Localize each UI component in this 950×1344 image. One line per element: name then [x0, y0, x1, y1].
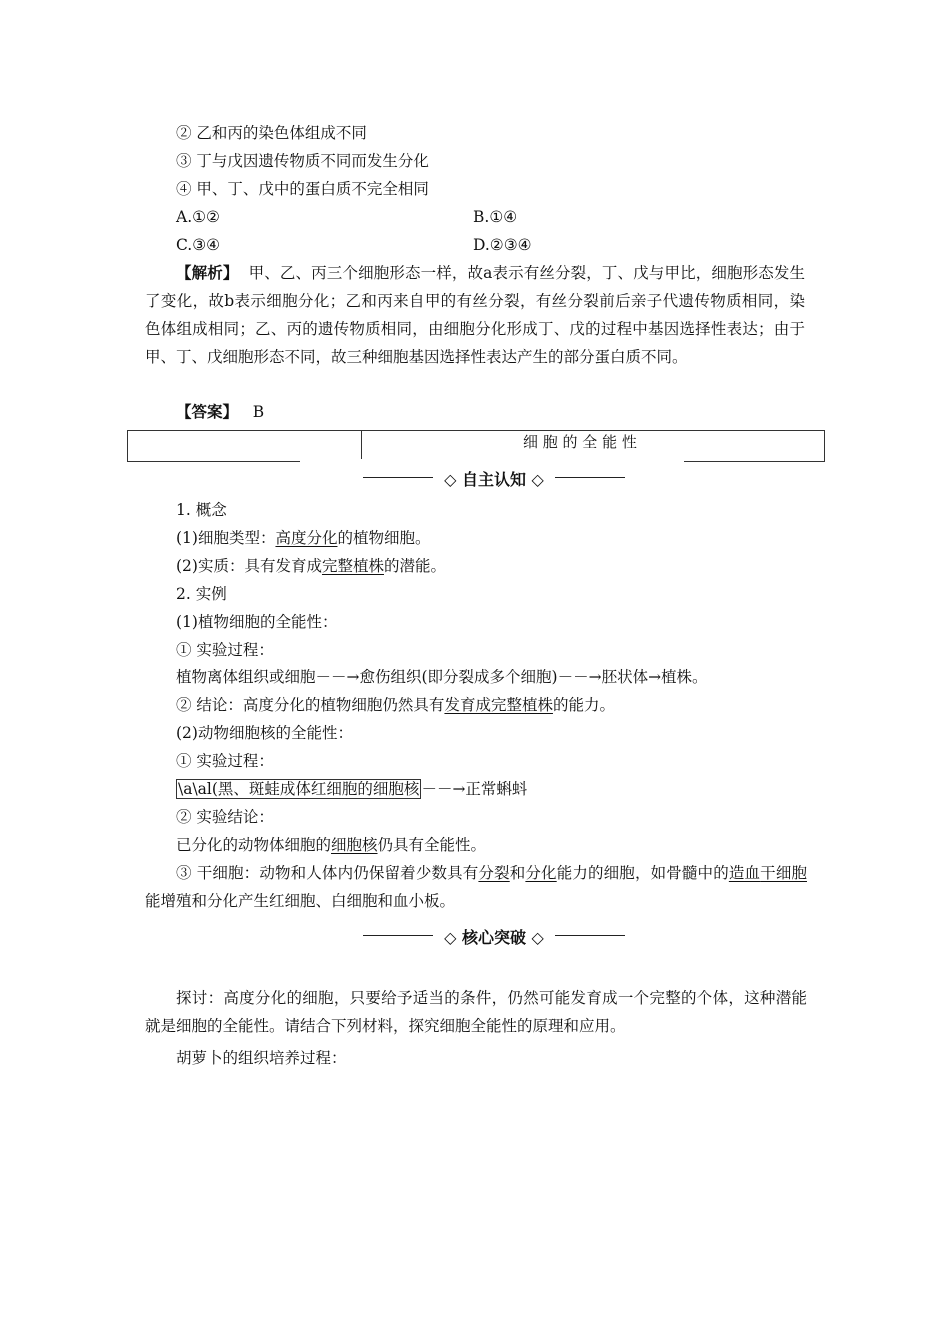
plant-step: ① 实验过程：: [176, 641, 274, 659]
analysis-text: 甲、乙、丙三个细胞形态一样，故a表示有丝分裂，丁、戊与甲比，细胞形态发生了变化，故b表示细胞分化；乙和丙来自甲的有丝分裂，有丝分裂前后亲子代遗传物质相同，染色体组成相同；乙、丙的遗传物质相同，由细胞分化形成丁、戊的过程中基因选择性表达；由于甲、丁、戊细胞形态不同，故三种细胞基因选择性表达产生的部分蛋白质不同。: [145, 264, 805, 366]
animal-title: (2)动物细胞核的全能性：: [176, 724, 353, 742]
section-title: ◇ 自主认知 ◇: [444, 470, 544, 489]
text: ② 结论：高度分化的植物细胞仍然具有: [176, 696, 445, 714]
text: 和: [509, 864, 526, 882]
section-header-core: [363, 925, 625, 945]
analysis-paragraph: [145, 259, 805, 371]
choice-d: D.②③④: [473, 236, 532, 254]
text: 的能力。: [552, 696, 615, 714]
underlined-answer: 细胞核: [331, 836, 378, 854]
carrot-culture-label: 胡萝卜的组织培养过程：: [176, 1049, 347, 1067]
text: 能增殖和分化产生红细胞、白细胞和血小板。: [145, 892, 456, 910]
section-title: ◇ 核心突破 ◇: [444, 928, 544, 947]
answer-line: [176, 402, 264, 422]
answer-value: B: [252, 403, 265, 421]
underlined-answer: 高度分化: [275, 529, 338, 547]
explore-paragraph: 探讨：高度分化的细胞，只要给予适当的条件，仍然可能发育成一个完整的个体，这种潜能就是细胞的全能性。请结合下列材料，探究细胞全能性的原理和应用。: [145, 989, 807, 1035]
animal-process: [176, 779, 527, 799]
text: 能力的细胞，如骨髓中的: [556, 864, 729, 882]
analysis-tag: 【解析】: [176, 263, 239, 282]
concept-item-1: [176, 528, 431, 548]
text: (1)细胞类型：: [176, 529, 276, 547]
animal-step: ① 实验过程：: [176, 752, 274, 770]
section-rule-right: [555, 935, 625, 936]
text: 仍具有全能性。: [377, 836, 487, 854]
section-rule-right: [555, 477, 625, 478]
underlined-answer: 分化: [525, 864, 557, 882]
text: ③ 干细胞：动物和人体内仍保留着少数具有: [176, 864, 479, 882]
underlined-answer: 分裂: [478, 864, 510, 882]
underlined-answer: 发育成完整植株: [444, 696, 553, 714]
topic-box-gap: [300, 459, 684, 462]
topic-box-divider: [361, 431, 362, 461]
underlined-answer: 干细胞: [760, 864, 807, 882]
underlined-answer: 造血: [728, 864, 761, 882]
framed-formula: \a\al(黑、斑蛙成体红细胞的细胞核: [178, 780, 420, 798]
animal-conclusion-title: ② 实验结论：: [176, 808, 274, 826]
text: 的潜能。: [383, 557, 446, 575]
underlined-answer: 完整植株: [321, 557, 384, 575]
text: －－→正常蝌蚪: [421, 780, 528, 798]
topic-title-box: [127, 430, 825, 462]
text: 已分化的动物体细胞的: [176, 836, 332, 854]
choice-c: C.③④: [176, 236, 221, 254]
animal-conclusion: [176, 835, 486, 855]
concept-item-2: [176, 556, 446, 576]
example-heading: 2. 实例: [176, 585, 227, 603]
text: 的植物细胞。: [337, 529, 431, 547]
section-rule-left: [363, 935, 433, 936]
choice-b: B.①④: [473, 208, 518, 226]
concept-heading: 1. 概念: [176, 501, 227, 519]
answer-tag: 【答案】: [176, 402, 239, 421]
option-2: ② 乙和丙的染色体组成不同: [176, 124, 367, 142]
section-rule-left: [363, 477, 433, 478]
section-header-self-study: [363, 467, 625, 487]
text: (2)实质：具有发育成: [176, 557, 322, 575]
choice-a: A.①②: [176, 208, 220, 226]
option-4: ④ 甲、丁、戊中的蛋白质不完全相同: [176, 180, 429, 198]
option-3: ③ 丁与戊因遗传物质不同而发生分化: [176, 152, 429, 170]
plant-conclusion: [176, 695, 615, 715]
plant-title: (1)植物细胞的全能性：: [176, 613, 338, 631]
stem-cell-paragraph: [145, 859, 807, 915]
plant-process: 植物离体组织或细胞－－→愈伤组织(即分裂成多个细胞)－－→胚状体→植株。: [176, 668, 708, 686]
topic-title: 细 胞 的 全 能 性: [523, 433, 637, 451]
